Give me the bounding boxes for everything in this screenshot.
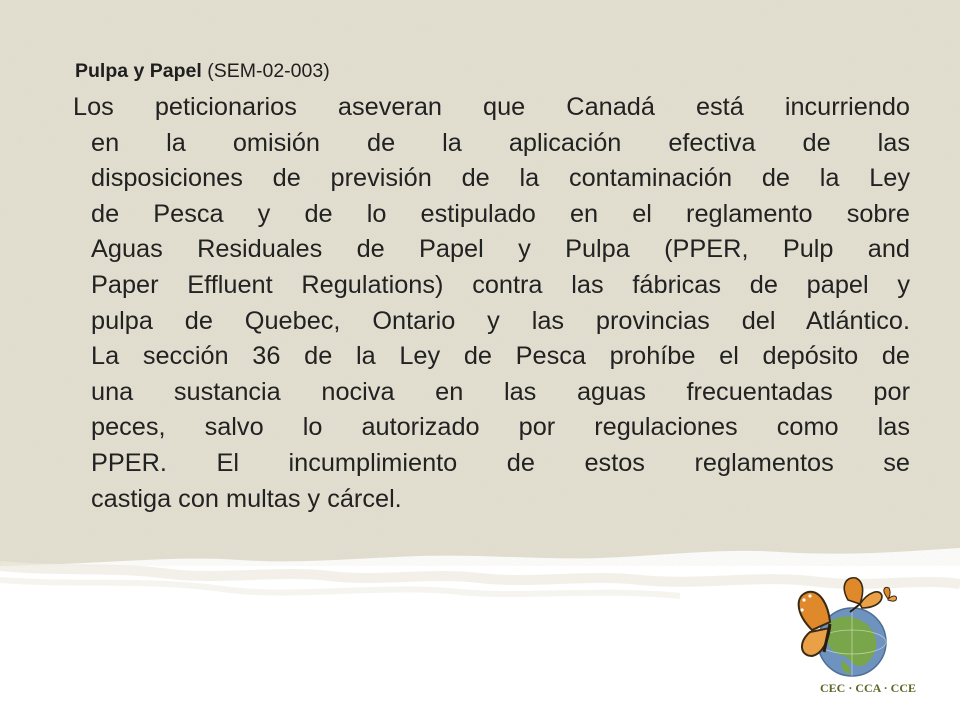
butterfly-icon xyxy=(884,587,897,601)
butterfly-icon xyxy=(799,592,830,656)
body-line: una sustancia nociva en las aguas frecuentadas por xyxy=(91,377,910,406)
cec-logo xyxy=(790,570,920,710)
body-line: Los peticionarios aseveran que Canadá está incurriendo xyxy=(73,93,910,121)
body-line: de Pesca y de lo estipulado en el reglamento sobre xyxy=(91,199,910,228)
body-paragraph xyxy=(0,90,960,517)
body-line: peces, salvo lo autorizado por regulaciones como las xyxy=(91,413,910,442)
body-line: Aguas Residuales de Papel y Pulpa (PPER, Pulp and xyxy=(91,235,910,264)
body-line: Paper Effluent Regulations) contra las fábricas de papel y xyxy=(91,270,910,299)
body-line: castiga con multas y cárcel. xyxy=(91,484,402,513)
heading-title: Pulpa y Papel xyxy=(75,60,202,82)
body-line: en la omisión de la aplicación efectiva de las xyxy=(91,128,910,157)
butterfly-icon xyxy=(844,578,882,612)
heading-code: (SEM-02-003) xyxy=(207,60,330,82)
body-line: PPER. El incumplimiento de estos reglamentos se xyxy=(91,448,910,477)
logo-text: CEC · CCA · CCE xyxy=(820,681,917,695)
slide-heading xyxy=(75,60,330,83)
body-line: disposiciones de previsión de la contaminación de la Ley xyxy=(91,164,910,193)
body-line: pulpa de Quebec, Ontario y las provincias del Atlántico. xyxy=(91,306,910,335)
body-line: La sección 36 de la Ley de Pesca prohíbe el depósito de xyxy=(91,342,910,371)
